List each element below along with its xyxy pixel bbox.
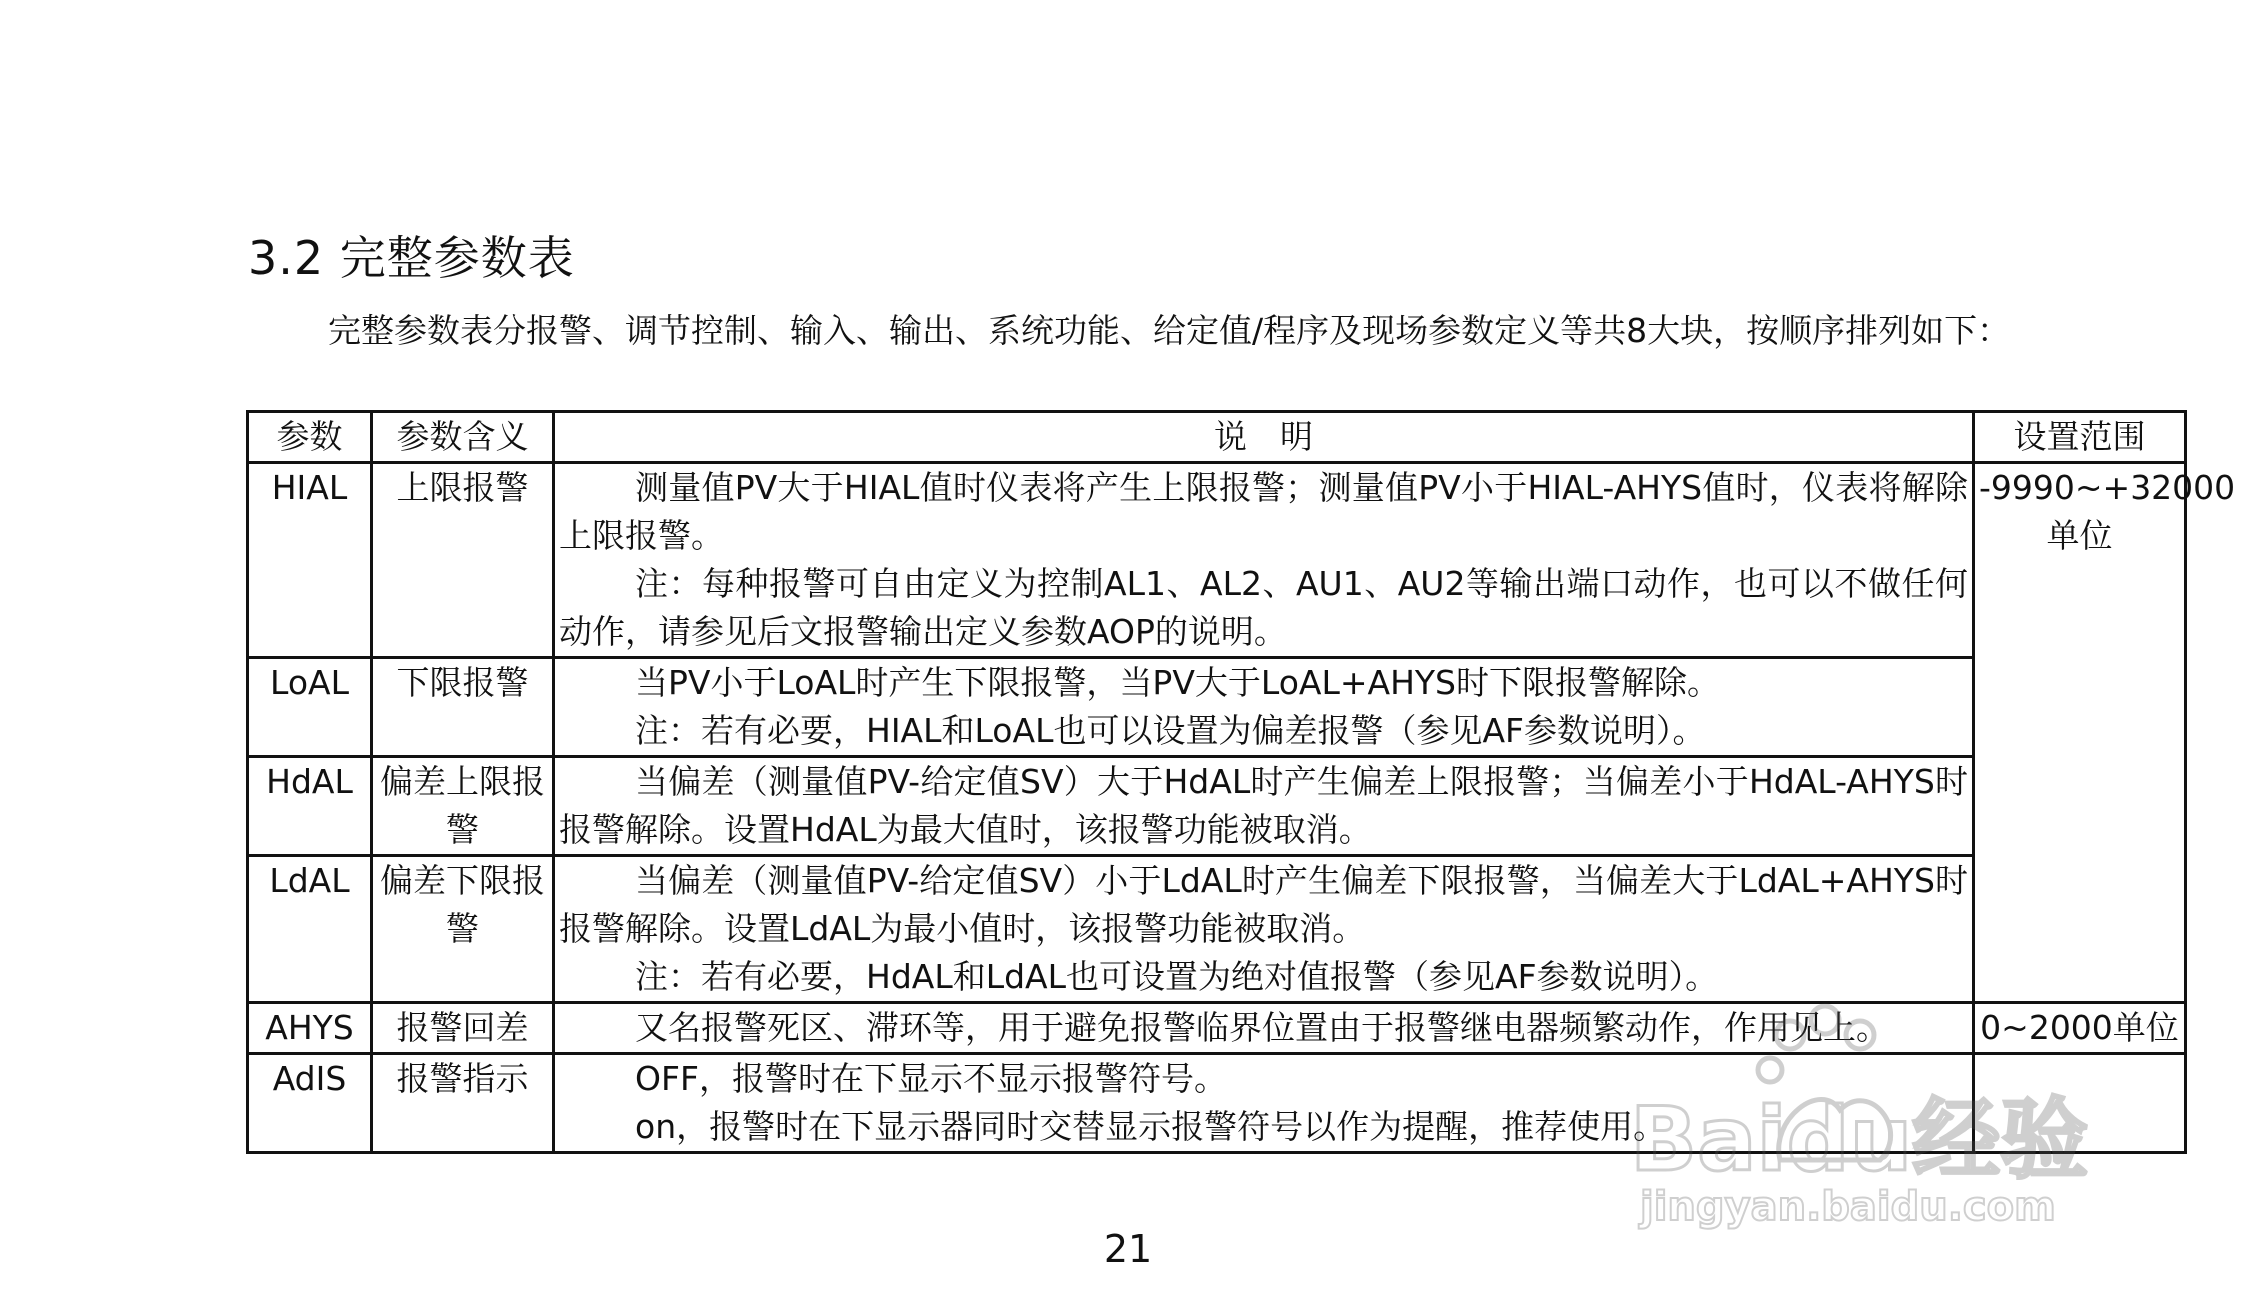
param-description <box>554 757 1974 856</box>
table-row <box>248 856 2186 1003</box>
param-description <box>554 856 1974 1003</box>
param-description <box>554 1054 1974 1153</box>
param-code: AHYS <box>248 1003 372 1054</box>
description-line: 又名报警死区、滞环等，用于避免报警临界位置由于报警继电器频繁动作，作用见上。 <box>635 1008 1889 1047</box>
description-note: 注：每种报警可自由定义为控制AL1、AL2、AU1、AU2等输出端口动作，也可以不做任何动作，请参见后文报警输出定义参数AOP的说明。 <box>559 564 1968 651</box>
param-meaning: 偏差上限报警 <box>372 757 554 856</box>
param-meaning: 下限报警 <box>372 658 554 757</box>
table-row <box>248 1054 2186 1153</box>
param-meaning: 偏差下限报警 <box>372 856 554 1003</box>
description-line: 当PV小于LoAL时产生下限报警，当PV大于LoAL+AHYS时下限报警解除。 <box>635 663 1721 702</box>
param-meaning: 报警回差 <box>372 1003 554 1054</box>
param-code: AdIS <box>248 1054 372 1153</box>
parameter-table <box>246 410 2236 1154</box>
description-line: OFF，报警时在下显示不显示报警符号。 <box>635 1059 1227 1098</box>
param-code: HdAL <box>248 757 372 856</box>
table-row <box>248 463 2186 658</box>
page-number: 21 <box>1103 1227 1153 1271</box>
table-row <box>248 757 2186 856</box>
param-meaning: 上限报警 <box>372 463 554 658</box>
description-line: 当偏差（测量值PV-给定值SV）小于LdAL时产生偏差下限报警，当偏差大于LdAL+AHYS时报警解除。设置LdAL为最小值时，该报警功能被取消。 <box>559 861 1968 948</box>
description-line: 测量值PV大于HIAL值时仪表将产生上限报警；测量值PV小于HIAL-AHYS值时，仪表将解除上限报警。 <box>559 468 1968 555</box>
table-row <box>248 658 2186 757</box>
header-range: 设置范围 <box>1974 412 2186 463</box>
param-code: LoAL <box>248 658 372 757</box>
description-line: 当偏差（测量值PV-给定值SV）大于HdAL时产生偏差上限报警；当偏差小于HdAL-AHYS时报警解除。设置HdAL为最大值时，该报警功能被取消。 <box>559 762 1968 849</box>
param-code: HIAL <box>248 463 372 658</box>
param-range-empty <box>1974 1054 2186 1153</box>
intro-paragraph: 完整参数表分报警、调节控制、输入、输出、系统功能、给定值/程序及现场参数定义等共8大块，按顺序排列如下： <box>328 311 2011 350</box>
header-description: 说 明 <box>554 412 1974 463</box>
param-range: -9990~+32000单位 <box>1974 463 2186 1003</box>
param-description <box>554 463 1974 658</box>
param-range: 0~2000单位 <box>1974 1003 2186 1054</box>
header-meaning: 参数含义 <box>372 412 554 463</box>
table-row <box>248 1003 2186 1054</box>
param-description <box>554 1003 1974 1054</box>
param-meaning: 报警指示 <box>372 1054 554 1153</box>
table-header-row <box>248 412 2186 463</box>
watermark-logo-text: Baidu经验 <box>1630 1088 2089 1191</box>
watermark-url: jingyan.baidu.com <box>1640 1184 2056 1230</box>
description-note: 注：若有必要，HIAL和LoAL也可以设置为偏差报警（参见AF参数说明）。 <box>635 711 1706 750</box>
param-code: LdAL <box>248 856 372 1003</box>
description-note: 注：若有必要，HdAL和LdAL也可设置为绝对值报警（参见AF参数说明）。 <box>635 957 1719 996</box>
param-description <box>554 658 1974 757</box>
description-line: on，报警时在下显示器同时交替显示报警符号以作为提醒，推荐使用。 <box>635 1107 1667 1146</box>
section-title: 3.2 完整参数表 <box>248 231 575 285</box>
header-param: 参数 <box>248 412 372 463</box>
